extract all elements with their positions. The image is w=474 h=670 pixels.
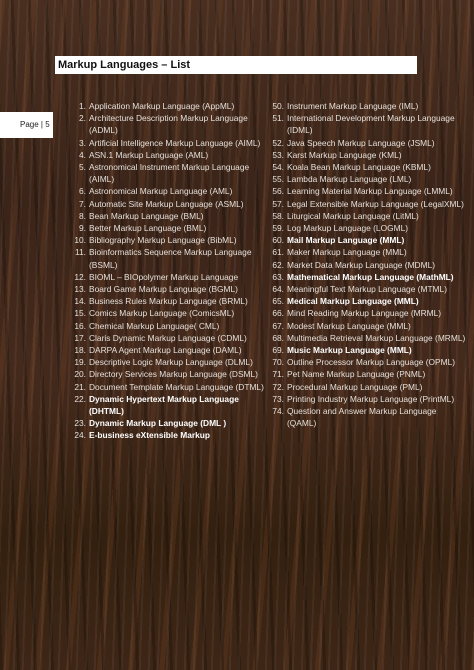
list-item-number: 5. (79, 162, 86, 173)
list-item (266, 344, 466, 356)
list-item (266, 222, 466, 234)
list-item (266, 271, 466, 283)
list-item-number: 68. (272, 332, 284, 343)
list-item-text: Artificial Intelligence Markup Language (AIML) (89, 137, 261, 148)
list-item-text: Lambda Markup Language (LML) (287, 174, 412, 185)
list-item-text: Mail Markup Language (MML) (287, 235, 405, 246)
list-item (68, 149, 268, 161)
list-item (266, 161, 466, 173)
list-item-number: 64. (272, 284, 284, 295)
list-item-text: Mathematical Markup Language (MathML) (287, 271, 454, 282)
list-item-text: DARPA Agent Markup Language (DAML) (89, 345, 242, 356)
list-item (68, 320, 268, 332)
list-item (266, 393, 466, 405)
list-item-number: 12. (74, 271, 86, 282)
list-item-number: 58. (272, 210, 284, 221)
list-item (68, 356, 268, 368)
list-item-text: Printing Industry Markup Language (PrintML) (287, 393, 455, 404)
list-item-text: Business Rules Markup Language (BRML) (89, 296, 248, 307)
list-item-number: 18. (74, 345, 86, 356)
list-item (68, 222, 268, 234)
list-item (266, 173, 466, 185)
list-item-number: 52. (272, 137, 284, 148)
list-item-text: Maker Markup Language (MML) (287, 247, 407, 258)
list-item-number: 71. (272, 369, 284, 380)
list-item-number: 54. (272, 162, 284, 173)
list-item (68, 210, 268, 222)
list-item-text: Astronomical Instrument Markup Language (AIML) (89, 162, 250, 185)
list-item-text: Board Game Markup Language (BGML) (89, 284, 238, 295)
list-item (266, 149, 466, 161)
list-item-text: Music Markup Language (MML) (287, 345, 412, 356)
list-item (266, 368, 466, 380)
list-item (68, 429, 268, 441)
list-item-number: 72. (272, 381, 284, 392)
list-item-text: Java Speech Markup Language (JSML) (287, 137, 435, 148)
list-item-number: 62. (272, 259, 284, 270)
list-item-number: 4. (79, 149, 86, 160)
list-item-text: Automatic Site Markup Language (ASML) (89, 198, 244, 209)
list-item-number: 61. (272, 247, 284, 258)
page-number-label: Page | 5 (0, 112, 53, 138)
list-item-text: Claris Dynamic Markup Language (CDML) (89, 332, 247, 343)
list-item-number: 57. (272, 198, 284, 209)
list-item-number: 70. (272, 357, 284, 368)
list-item-text: Koala Bean Markup Language (KBML) (287, 162, 431, 173)
list-item-number: 19. (74, 357, 86, 368)
list-item-number: 6. (79, 186, 86, 197)
list-item-text: Chemical Markup Language( CML) (89, 320, 220, 331)
list-item (266, 185, 466, 197)
list-item (68, 198, 268, 210)
list-item (266, 283, 466, 295)
list-item-text: Astronomical Markup Language (AML) (89, 186, 233, 197)
list-item (68, 344, 268, 356)
list-item-number: 22. (74, 393, 86, 404)
list-item-number: 9. (79, 223, 86, 234)
list-item-text: Dynamic Markup Language (DML ) (89, 418, 227, 429)
list-item-text: Application Markup Language (AppML) (89, 101, 235, 111)
list-item-number: 8. (79, 210, 86, 221)
list-item-number: 20. (74, 369, 86, 380)
list-item-text: Better Markup Language (BML) (89, 223, 207, 234)
list-item (266, 307, 466, 319)
list-item-number: 16. (74, 320, 86, 331)
list-item (266, 381, 466, 393)
list-item-number: 60. (272, 235, 284, 246)
list-item-number: 67. (272, 320, 284, 331)
list-item-text: Multimedia Retrieval Markup Language (MRML) (287, 332, 466, 343)
list-item-text: Pet Name Markup Language (PNML) (287, 369, 426, 380)
list-item-number: 23. (74, 418, 86, 429)
list-item (266, 112, 466, 136)
list-item (68, 161, 268, 185)
list-item-number: 14. (74, 296, 86, 307)
list-item-text: Meaningful Text Markup Language (MTML) (287, 284, 447, 295)
list-item-number: 13. (74, 284, 86, 295)
list-item-text: Medical Markup Language (MML) (287, 296, 419, 307)
list-item-number: 51. (272, 113, 284, 124)
list-item-text: Market Data Markup Language (MDML) (287, 259, 436, 270)
list-item-number: 74. (272, 406, 284, 417)
list-item (68, 295, 268, 307)
list-item (266, 332, 466, 344)
list-item (68, 271, 268, 283)
list-item (266, 259, 466, 271)
list-item (266, 210, 466, 222)
list-item-number: 53. (272, 149, 284, 160)
list-item (266, 405, 466, 429)
list-item-number: 73. (272, 393, 284, 404)
list-item (266, 137, 466, 149)
list-item-number: 10. (74, 235, 86, 246)
list-item-number: 24. (74, 430, 86, 441)
list-item-text: International Development Markup Language (IDML) (287, 113, 455, 136)
list-item-number: 63. (272, 271, 284, 282)
list-item (68, 332, 268, 344)
list-item-text: Directory Services Markup Language (DSML) (89, 369, 258, 380)
list-item-text: Karst Markup Language (KML) (287, 149, 402, 160)
list-item-text: Bioinformatics Sequence Markup Language (BSML) (89, 247, 252, 270)
list-item-text: Bean Markup Language (BML) (89, 210, 204, 221)
list-item-number: 1. (79, 101, 86, 111)
list-item (68, 283, 268, 295)
list-item-text: Dynamic Hypertext Markup Language (DHTML) (89, 393, 239, 417)
right-list (266, 100, 466, 429)
list-item-text: Liturgical Markup Language (LitML) (287, 210, 419, 221)
list-item (266, 246, 466, 258)
list-item (68, 234, 268, 246)
list-item-number: 17. (74, 332, 86, 343)
list-item-number: 50. (272, 101, 284, 111)
list-item-number: 7. (79, 198, 86, 209)
list-item-number: 66. (272, 308, 284, 319)
left-list (68, 100, 268, 442)
list-item (68, 417, 268, 429)
list-item-number: 59. (272, 223, 284, 234)
list-item-number: 11. (74, 247, 86, 258)
list-item-number: 69. (272, 345, 284, 356)
list-item (68, 307, 268, 319)
page-title: Markup Languages – List (55, 56, 417, 74)
list-item-text: Architecture Description Markup Language (ADML) (89, 113, 248, 136)
list-item-text: Mind Reading Markup Language (MRML) (287, 308, 442, 319)
list-item (266, 320, 466, 332)
list-item-number: 55. (272, 174, 284, 185)
list-item (266, 100, 466, 112)
list-item-text: Procedural Markup Language (PML) (287, 381, 423, 392)
list-item-number: 2. (79, 113, 86, 124)
list-item-number: 15. (74, 308, 86, 319)
list-item-text: ASN.1 Markup Language (AML) (89, 149, 209, 160)
list-item (266, 356, 466, 368)
list-item-number: 21. (74, 381, 86, 392)
list-item-text: Outline Processor Markup Language (OPML) (287, 357, 456, 368)
list-item-text: Document Template Markup Language (DTML) (89, 381, 264, 392)
list-item (68, 137, 268, 149)
list-item-number: 56. (272, 186, 284, 197)
list-item-text: Bibliography Markup Language (BibML) (89, 235, 237, 246)
list-item-number: 3. (79, 137, 86, 148)
list-item-text: Instrument Markup Language (IML) (287, 101, 419, 111)
list-item-text: BIOML – BIOpolymer Markup Language (89, 271, 239, 282)
list-item (68, 185, 268, 197)
list-item (68, 368, 268, 380)
list-item-text: Modest Markup Language (MML) (287, 320, 411, 331)
list-item (266, 295, 466, 307)
list-item-text: E-business eXtensible Markup (89, 430, 211, 441)
list-item (266, 198, 466, 210)
list-item-text: Question and Answer Markup Language (QAML) (287, 406, 437, 429)
list-item-text: Comics Markup Language (ComicsML) (89, 308, 235, 319)
list-item (68, 381, 268, 393)
list-item-text: Legal Extensible Markup Language (LegalXML) (287, 198, 464, 209)
list-item-number: 65. (272, 296, 284, 307)
list-item-text: Descriptive Logic Markup Language (DLML) (89, 357, 253, 368)
list-item-text: Learning Material Markup Language (LMML) (287, 186, 453, 197)
list-item (266, 234, 466, 246)
list-item (68, 112, 268, 136)
list-item (68, 100, 268, 112)
list-item (68, 393, 268, 417)
list-item-text: Log Markup Language (LOGML) (287, 223, 409, 234)
list-item (68, 246, 268, 270)
